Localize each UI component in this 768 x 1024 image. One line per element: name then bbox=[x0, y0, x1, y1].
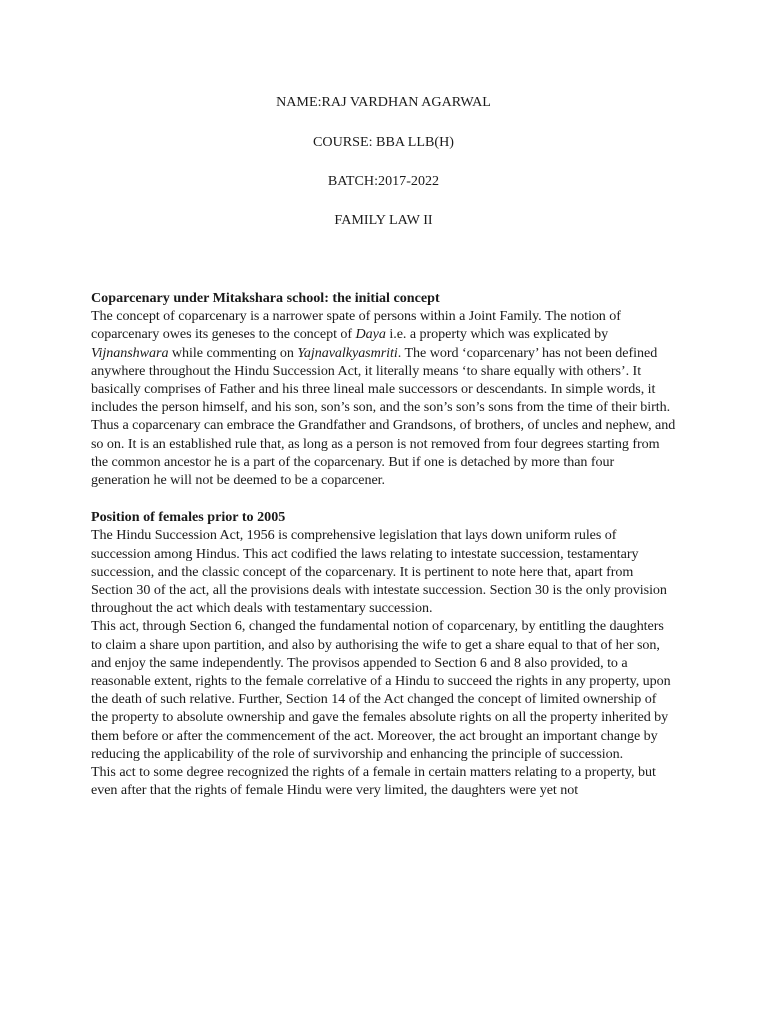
paragraph-hindu-succession-act: The Hindu Succession Act, 1956 is comprehensive legislation that lays down uniform rules of succession among Hindus. This act codified the laws relating to intestate succession, testamentary succession, and the classic concept of the coparcenary. It is pertinent to note here that, apart from Section 30 of the act, all the provisions deals with intestate succession. Section 30 is the only provision throughout the act which deals with testamentary succession. bbox=[91, 527, 667, 617]
paragraph-text: The concept of coparcenary is a narrower spate of persons within a Joint Family. The notion of coparcenary owes its geneses to the concept of bbox=[91, 308, 621, 343]
italic-term-daya: Daya bbox=[355, 326, 386, 343]
italic-term-vijnanshwara: Vijnanshwara bbox=[91, 344, 169, 361]
paragraph-text: . The word ‘coparcenary’ has not been defined anywhere throughout the Hindu Succession Act, it literally means ‘to share equally with others’. It basically comprises of Father and his three lineal male successors or descendants. In simple words, it includes the person himself, and his son, son’s son, and the son’s son’s sons from the time of their birth. Thus a coparcenary can embrace the Grandfather and Grandsons, of brothers, of uncles and nephew, and so on. It is an established rule that, as long as a person is not removed from four degrees starting from the common ancestor he is a part of the coparcenary. But if one is detached by more than four generation he will not be deemed to be a coparcener. bbox=[91, 344, 676, 489]
italic-term-yajnavalkyasmriti: Yajnavalkyasmriti bbox=[297, 344, 398, 361]
paragraph-section-6: This act, through Section 6, changed the fundamental notion of coparcenary, by entitling the daughters to claim a share upon partition, and also by authorising the wife to get a share equal to that of her son, and enjoy the same independently. The provisos appended to Section 6 and 8 also provided, to a reasonable extent, rights to the female correlative of a Hindu to succeed the rights in any property, upon the death of such relative. Further, Section 14 of the Act changed the concept of limited ownership of the property to absolute ownership and gave the females absolute rights on all the property inherited by them before or after the commencement of the act. Moreover, the act brought an important change by reducing the applicability of the role of survivorship and enhancing the principle of succession. bbox=[91, 618, 671, 762]
paragraph-female-rights: This act to some degree recognized the rights of a female in certain matters relating to a property, but even after that the rights of female Hindu were very limited, the daughters were yet not bbox=[91, 764, 656, 799]
paragraph-text: while commenting on bbox=[168, 344, 298, 361]
section-heading-females-prior-2005: Position of females prior to 2005 bbox=[91, 509, 286, 526]
batch-line: BATCH:2017-2022 bbox=[327, 173, 440, 189]
section-heading-coparcenary: Coparcenary under Mitakshara school: the initial concept bbox=[91, 290, 440, 306]
paragraph-coparcenary-concept bbox=[91, 307, 676, 489]
paragraph-text: i.e. a property which was explicated by bbox=[385, 326, 609, 343]
student-name: NAME:RAJ VARDHAN AGARWAL bbox=[276, 94, 491, 110]
course-line: COURSE: BBA LLB(H) bbox=[313, 134, 454, 150]
subject-title: FAMILY LAW II bbox=[334, 212, 433, 228]
